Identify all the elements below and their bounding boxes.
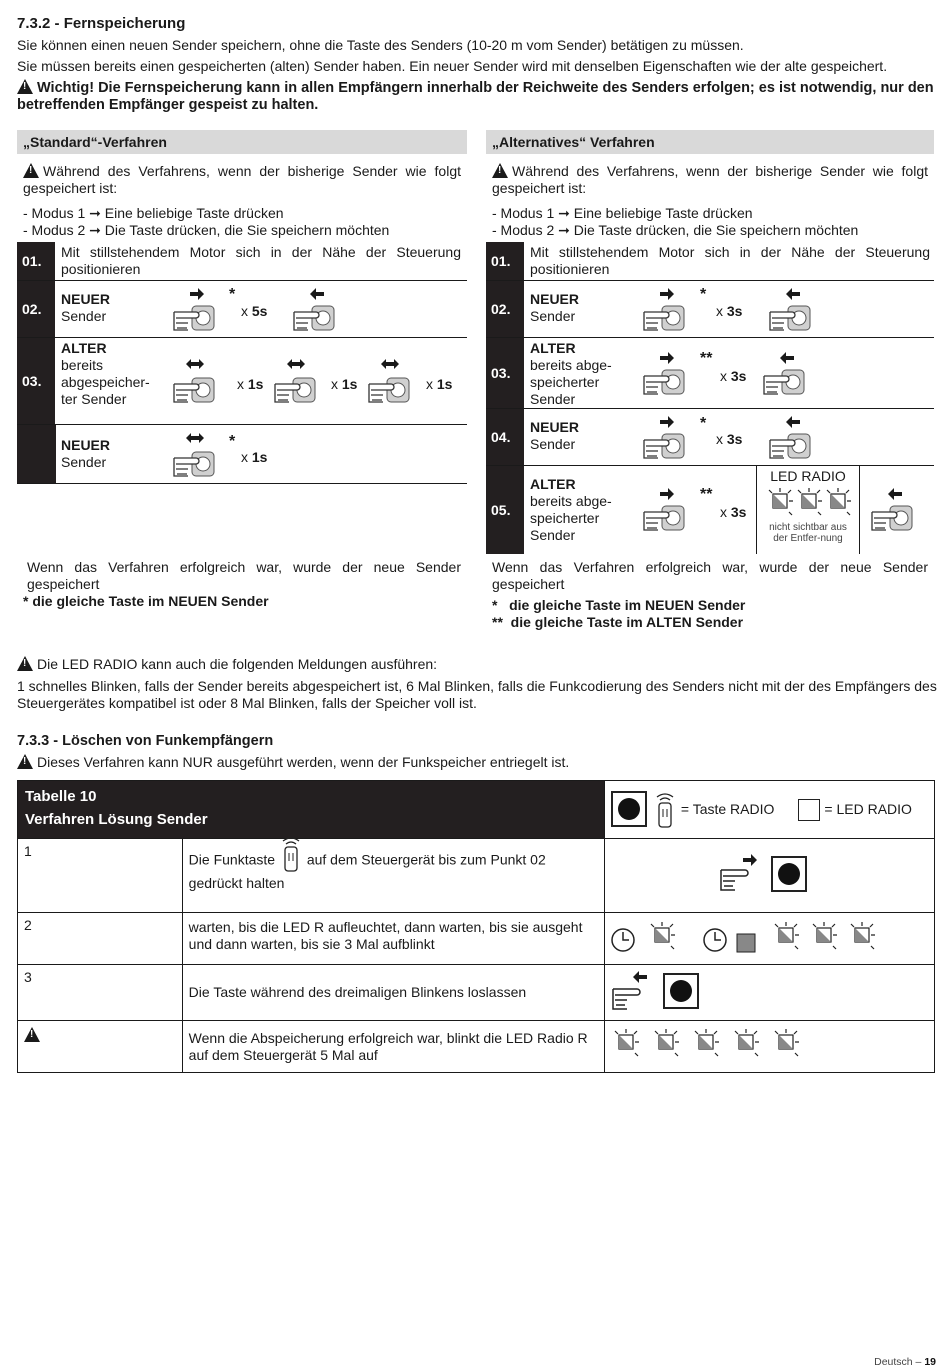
star-marker: ** (700, 350, 713, 367)
row-text: Die Funktaste auf dem Steuergerät bis zum Punkt 02 gedrückt halten (182, 839, 604, 913)
alternative-column (486, 130, 934, 630)
multiplier: x 1s (241, 449, 268, 465)
multiplier: x 3s (720, 368, 747, 384)
press-right-hand-icon (642, 350, 702, 400)
star-marker: * (700, 415, 707, 432)
alternative-step-4 (486, 409, 934, 466)
step-number: 02. (486, 281, 524, 337)
table-title-cell (18, 781, 605, 839)
alternative-result: Wenn das Verfahren erfolgreich war, wurde der neue Sender gespeichert (492, 559, 928, 592)
row-graphic (604, 913, 934, 965)
standard-result: Wenn das Verfahren erfolgreich war, wurde der neue Sender gespeichert (27, 559, 461, 592)
warning-icon (17, 656, 33, 671)
row-graphic (604, 965, 934, 1021)
row-warning-cell (18, 1021, 183, 1073)
row-text: Die Taste während des dreimaligen Blinkens loslassen (182, 965, 604, 1021)
release-left-hand-icon (768, 286, 828, 336)
remote-icon (279, 833, 303, 875)
press-release-hand-icon (273, 356, 333, 406)
star-marker: * (229, 286, 236, 303)
legend-button-text: = Taste RADIO (680, 801, 775, 817)
multiplier: x 1s (331, 376, 358, 392)
press-right-hand-icon (642, 486, 702, 536)
led-blink-icons (767, 488, 855, 520)
led-info-warning: !Die LED RADIO kann auch die folgenden Meldungen ausführen: (17, 656, 437, 673)
row-number: 1 (18, 839, 183, 913)
standard-step-2 (17, 281, 467, 338)
led-note: nicht sichtbar aus der Entfer-nung (769, 522, 847, 544)
standard-intro: !Während des Verfahrens, wenn der bisherige Sender wie folgt gespeichert ist: (23, 163, 461, 197)
led-radio-box (756, 466, 860, 554)
table-header-row (18, 781, 935, 839)
standard-mode1: - Modus 1 ➞ Eine beliebige Taste drücken (23, 205, 284, 221)
step-text: NEUER Sender (530, 291, 580, 324)
alternative-step-3 (486, 338, 934, 409)
warning-icon (17, 754, 33, 769)
multiplier: x 1s (426, 376, 453, 392)
multiplier: x 3s (720, 504, 747, 520)
alternative-step-2 (486, 281, 934, 338)
step-text: ALTER bereits abgespeicher-ter Sender (61, 340, 150, 407)
remote-icon (653, 789, 677, 831)
standard-step-4 (17, 425, 467, 484)
alternative-note-2: ** die gleiche Taste im ALTEN Sender (492, 614, 744, 630)
row-graphic (604, 839, 934, 913)
release-left-hand-icon (762, 350, 822, 400)
step-text: ALTER bereits abge-speicherter Sender (530, 476, 612, 543)
step-text: Mit stillstehendem Motor sich in der Nähe der Steuerung positionieren (61, 244, 461, 277)
alternative-step-1 (486, 242, 934, 281)
section-732-line1: Sie können einen neuen Sender speichern, ohne die Taste des Senders (10-20 m vom Sender) betätigen zu müssen. (17, 37, 744, 53)
alternative-note-1: * die gleiche Taste im NEUEN Sender (492, 597, 746, 613)
step-number: 01. (486, 242, 524, 280)
release-left-hand-icon (768, 414, 828, 464)
press-radio-button-icon (719, 852, 819, 896)
warning-icon (492, 163, 508, 178)
multiplier: x 3s (716, 431, 743, 447)
table-subtitle: Verfahren Lösung Sender (25, 811, 208, 828)
warning-icon (24, 1027, 40, 1042)
table-row (18, 913, 935, 965)
star-marker: ** (700, 486, 713, 503)
press-right-hand-icon (642, 414, 702, 464)
step-number: 01. (17, 242, 55, 280)
table-title: Tabelle 10 (25, 788, 97, 805)
step-number: 05. (486, 466, 524, 554)
multiplier: x 1s (237, 376, 264, 392)
table-row (18, 1021, 935, 1073)
press-right-hand-icon (642, 286, 702, 336)
multiplier: x 5s (241, 303, 268, 319)
release-left-hand-icon (870, 486, 930, 536)
alternative-step-5 (486, 466, 934, 554)
table-10 (17, 780, 935, 1073)
standard-step-4-fill (17, 425, 56, 483)
standard-heading: „Standard“-Verfahren (17, 130, 467, 154)
table-row (18, 839, 935, 913)
table-legend-cell (604, 781, 934, 839)
alternative-mode1: - Modus 1 ➞ Eine beliebige Taste drücken (492, 205, 753, 221)
legend-led-text: = LED RADIO (824, 801, 912, 817)
step-text: ALTER bereits abge-speicherter Sender (530, 340, 612, 407)
section-732-warning: !Wichtig! Die Fernspeicherung kann in allen Empfängern innerhalb der Reichweite des Senders erfolgen; es ist notwendig, nur den betreffenden Empfänger gespeist zu halten. (17, 79, 937, 114)
row-graphic (604, 1021, 934, 1073)
led-info-text: 1 schnelles Blinken, falls der Sender bereits abgespeichert ist, 6 Mal Blinken, falls die Funkcodierung des Senders nicht mit der des Empfängers des Steuergerätes kompatibel ist oder 8 Mal Blinken, falls der Speicher voll ist. (17, 678, 937, 711)
table-row (18, 965, 935, 1021)
warning-icon (17, 79, 33, 94)
standard-step-3 (17, 338, 467, 425)
page-footer: Deutsch – 19 (874, 1356, 936, 1368)
step-text: Mit stillstehendem Motor sich in der Nähe der Steuerung positionieren (530, 244, 930, 277)
row-number: 3 (18, 965, 183, 1021)
press-release-hand-icon (172, 430, 232, 480)
row-text: warten, bis die LED R aufleuchtet, dann warten, bis sie ausgeht und dann warten, bis sie 3 Mal aufblinkt (182, 913, 604, 965)
press-right-hand-icon (172, 286, 232, 336)
section-733-warning: !Dieses Verfahren kann NUR ausgeführt werden, wenn der Funkspeicher entriegelt ist. (17, 754, 569, 771)
step-text: NEUER Sender (61, 291, 111, 324)
standard-step-1 (17, 242, 467, 281)
star-marker: * (700, 286, 707, 303)
standard-mode2: - Modus 2 ➞ Die Taste drücken, die Sie speichern möchten (23, 222, 390, 238)
standard-column (17, 130, 467, 609)
step-number: 03. (486, 338, 524, 408)
press-release-hand-icon (367, 356, 427, 406)
row-text: Wenn die Abspeicherung erfolgreich war, blinkt die LED Radio R auf dem Steuergerät 5 Mal auf (182, 1021, 604, 1073)
led-square-icon (798, 799, 820, 821)
warning-icon (23, 163, 39, 178)
section-732-line2: Sie müssen bereits einen gespeicherten (alten) Sender haben. Ein neuer Sender wird mit denselben Eigenschaften wie der alte gespeichert. (17, 58, 888, 74)
step-text: NEUER Sender (530, 419, 580, 452)
step-text: NEUER Sender (61, 437, 111, 470)
radio-button-icon (611, 791, 649, 829)
section-733-title: 7.3.3 - Löschen von Funkempfängern (17, 733, 274, 749)
alternative-heading: „Alternatives“ Verfahren (486, 130, 934, 154)
alternative-mode2: - Modus 2 ➞ Die Taste drücken, die Sie speichern möchten (492, 222, 859, 238)
step-number: 02. (17, 281, 55, 337)
step-number: 04. (486, 409, 524, 465)
step-number: 03. (17, 338, 55, 424)
led-radio-label: LED RADIO (770, 468, 846, 484)
release-radio-button-icon (611, 969, 711, 1013)
alternative-intro: !Während des Verfahrens, wenn der bisherige Sender wie folgt gespeichert ist: (492, 163, 928, 197)
wait-led-sequence-icon (611, 918, 911, 956)
led-blink-5-icon (611, 1027, 831, 1063)
row-number: 2 (18, 913, 183, 965)
release-left-hand-icon (292, 286, 352, 336)
press-release-hand-icon (172, 356, 232, 406)
multiplier: x 3s (716, 303, 743, 319)
standard-note: * die gleiche Taste im NEUEN Sender (23, 593, 269, 609)
section-732-title: 7.3.2 - Fernspeicherung (17, 15, 186, 32)
star-marker: * (229, 433, 236, 450)
